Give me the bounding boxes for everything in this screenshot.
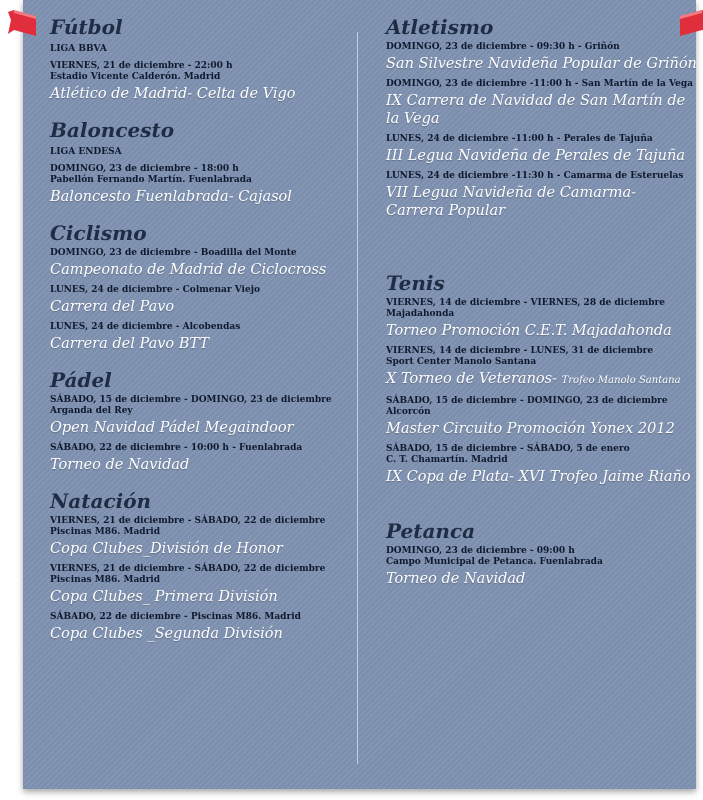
event-title: Open Navidad Pádel Megaindoor	[50, 420, 294, 436]
event-title-main: X Torneo de Veteranos-	[386, 371, 557, 387]
event-item	[386, 134, 700, 165]
event-date: DOMINGO, 23 de diciembre - 09:00 h Campo Municipal de Petanca. Fuenlabrada	[386, 546, 603, 567]
event-item	[50, 443, 350, 474]
event-title: Torneo Promoción C.E.T. Majadahonda	[386, 323, 672, 339]
event-item	[50, 285, 350, 316]
event-item	[386, 298, 700, 340]
section-natacion	[50, 488, 350, 643]
event-title: Campeonato de Madrid de Ciclocross	[50, 262, 327, 278]
event-date: VIERNES, 21 de diciembre - SÁBADO, 22 de diciembre Piscinas M86. Madrid	[50, 564, 326, 585]
event-date: LUNES, 24 de diciembre -11:00 h - Perales de Tajuña	[386, 134, 653, 144]
event-title: Carrera del Pavo	[50, 299, 175, 315]
section-heading: Natación	[50, 489, 152, 513]
event-date: SÁBADO, 22 de diciembre - 10:00 h - Fuenlabrada	[50, 443, 303, 453]
event-date: DOMINGO, 23 de diciembre -11:00 h - San Martín de la Vega	[386, 79, 693, 89]
event-item	[50, 322, 350, 353]
section-heading: Tenis	[386, 271, 445, 295]
event-date: SÁBADO, 15 de diciembre - DOMINGO, 23 de diciembre Alcorcón	[386, 396, 668, 417]
section-tenis	[386, 270, 700, 486]
event-item	[386, 79, 700, 128]
event-title: IX Copa de Plata- XVI Trofeo Jaime Riaño	[386, 469, 691, 485]
event-title: Atlético de Madrid- Celta de Vigo	[50, 86, 296, 102]
section-ciclismo	[50, 220, 350, 353]
section-heading: Fútbol	[50, 15, 123, 39]
event-item	[50, 61, 350, 103]
section-heading: Baloncesto	[50, 118, 175, 142]
event-title: Copa Clubes_División de Honor	[50, 541, 283, 557]
event-date: DOMINGO, 23 de diciembre - 18:00 h Pabellón Fernando Martín. Fuenlabrada	[50, 164, 252, 185]
left-column	[50, 14, 350, 657]
event-date: DOMINGO, 23 de diciembre - Boadilla del Monte	[50, 248, 297, 258]
section-heading: Petanca	[386, 519, 476, 543]
league-name: LIGA ENDESA	[50, 147, 122, 157]
event-item	[386, 396, 700, 438]
section-atletismo	[386, 14, 700, 220]
section-padel	[50, 367, 350, 474]
event-item	[50, 248, 350, 279]
event-item	[50, 612, 350, 643]
event-title: Copa Clubes_ Primera División	[50, 589, 278, 605]
event-item	[386, 444, 700, 486]
spacer	[386, 234, 700, 270]
event-date: VIERNES, 21 de diciembre - SÁBADO, 22 de diciembre Piscinas M86. Madrid	[50, 516, 326, 537]
event-item	[386, 346, 700, 390]
spacer	[386, 500, 700, 518]
event-date: VIERNES, 14 de diciembre - VIERNES, 28 de diciembre Majadahonda	[386, 298, 665, 319]
section-heading: Pádel	[50, 368, 112, 392]
column-divider	[357, 32, 358, 764]
event-title: San Silvestre Navideña Popular de Griñón	[386, 56, 697, 72]
section-heading: Atletismo	[386, 15, 494, 39]
left-ribbon-icon	[8, 6, 36, 40]
event-title: Copa Clubes _Segunda División	[50, 626, 283, 642]
event-item	[50, 164, 350, 206]
section-baloncesto	[50, 117, 350, 206]
event-item	[386, 546, 700, 588]
event-title: Carrera del Pavo BTT	[50, 336, 210, 352]
event-date: SÁBADO, 22 de diciembre - Piscinas M86. Madrid	[50, 612, 301, 622]
event-item	[50, 516, 350, 558]
event-date: LUNES, 24 de diciembre -11:30 h - Camarma de Esteruelas	[386, 171, 684, 181]
event-title-extra: Trofeo Manolo Santana	[561, 375, 681, 386]
league-name: LIGA BBVA	[50, 44, 107, 54]
event-item	[50, 395, 350, 437]
event-date: DOMINGO, 23 de diciembre - 09:30 h - Griñón	[386, 42, 620, 52]
event-date: VIERNES, 14 de diciembre - LUNES, 31 de diciembre Sport Center Manolo Santana	[386, 346, 654, 367]
event-item	[50, 564, 350, 606]
event-title	[386, 370, 700, 390]
section-heading: Ciclismo	[50, 221, 147, 245]
right-column	[386, 14, 700, 602]
event-date: VIERNES, 21 de diciembre - 22:00 h Estadio Vicente Calderón. Madrid	[50, 61, 233, 82]
event-date: SÁBADO, 15 de diciembre - SÁBADO, 5 de enero C. T. Chamartín. Madrid	[386, 444, 630, 465]
event-item	[386, 171, 700, 220]
event-title: Master Circuito Promoción Yonex 2012	[386, 421, 675, 437]
section-petanca	[386, 518, 700, 588]
event-date: SÁBADO, 15 de diciembre - DOMINGO, 23 de diciembre Arganda del Rey	[50, 395, 332, 416]
event-title: Baloncesto Fuenlabrada- Cajasol	[50, 189, 292, 205]
event-date: LUNES, 24 de diciembre - Colmenar Viejo	[50, 285, 260, 295]
event-item	[386, 42, 700, 73]
event-title: IX Carrera de Navidad de San Martín de la Vega	[386, 93, 686, 127]
section-futbol	[50, 14, 350, 103]
event-title: Torneo de Navidad	[50, 457, 190, 473]
event-date: LUNES, 24 de diciembre - Alcobendas	[50, 322, 241, 332]
event-title: Torneo de Navidad	[386, 571, 526, 587]
event-title: III Legua Navideña de Perales de Tajuña	[386, 148, 685, 164]
event-title: VII Legua Navideña de Camarma- Carrera Popular	[386, 185, 637, 219]
